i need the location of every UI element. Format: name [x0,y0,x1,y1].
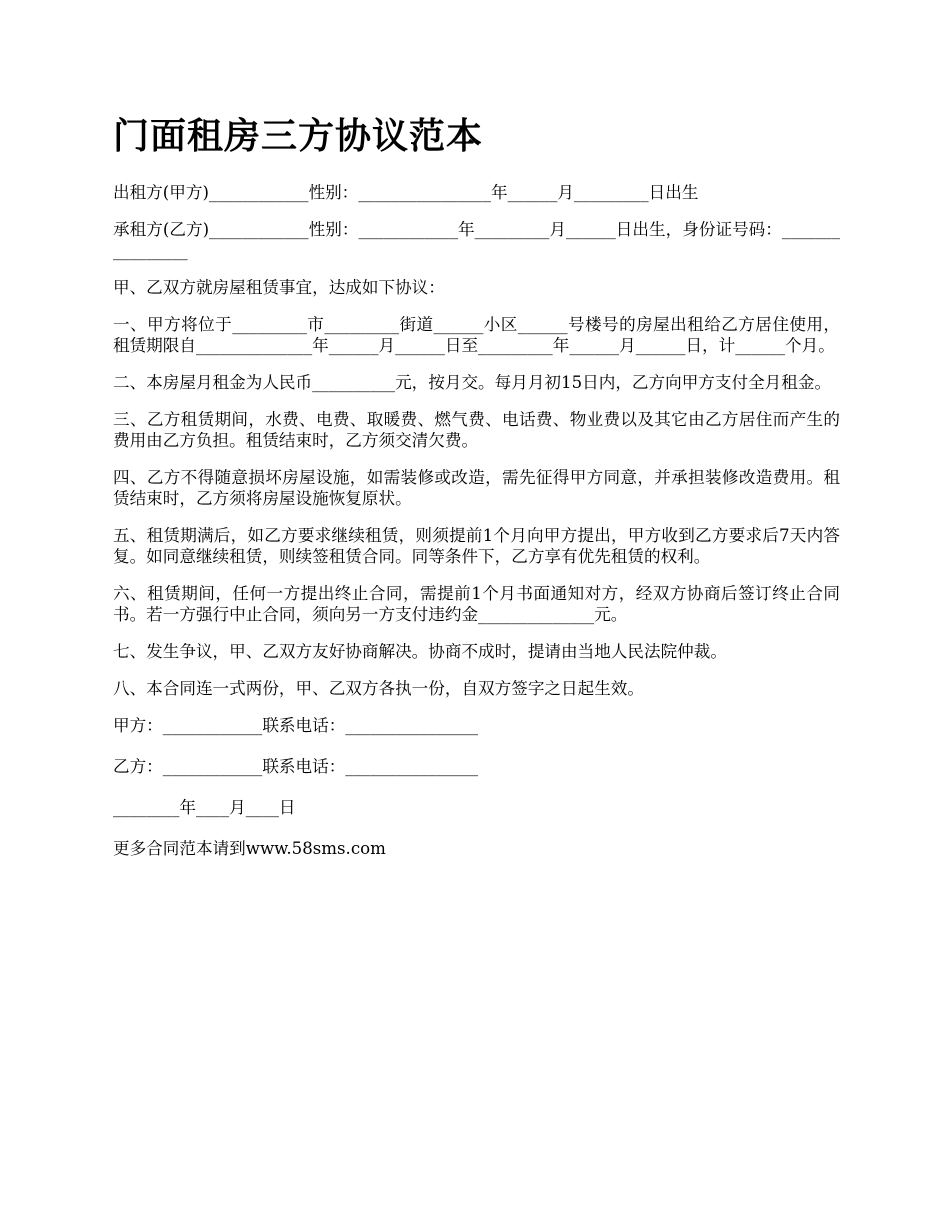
clause-3: 三、乙方租赁期间，水费、电费、取暖费、燃气费、电话费、物业费以及其它由乙方居住而产生的费用由乙方负担。租赁结束时，乙方须交清欠费。 [113,410,840,450]
footer-note: 更多合同范本请到www.58sms.com [113,839,386,858]
agreement-intro: 甲、乙双方就房屋租赁事宜，达成如下协议： [113,278,445,297]
party-b-info: 承租方(乙方)____________性别：____________年_________月______日出生，身份证号码：________________ [113,220,840,260]
clause-7: 七、发生争议，甲、乙双方友好协商解决。协商不成时，提请由当地人民法院仲裁。 [113,642,727,661]
party-a-info: 出租方(甲方)____________性别：________________年______月_________日出生 [113,183,699,202]
clause-5: 五、租赁期满后，如乙方要求继续租赁，则须提前1个月向甲方提出，甲方收到乙方要求后7天内答复。如同意继续租赁，则续签租赁合同。同等条件下，乙方享有优先租赁的权利。 [113,526,840,566]
contract-document [113,112,840,875]
party-a-signature-line: 甲方：____________联系电话：________________ [113,716,479,735]
signing-date-line: ________年____月____日 [113,798,296,817]
clause-2: 二、本房屋月租金为人民币__________元，按月交。每月月初15日内，乙方向甲方支付全月租金。 [113,373,832,392]
document-title: 门面租房三方协议范本 [113,115,484,157]
clause-8: 八、本合同连一式两份，甲、乙双方各执一份，自双方签字之日起生效。 [113,679,644,698]
party-b-signature-line: 乙方：____________联系电话：________________ [113,757,479,776]
clause-4: 四、乙方不得随意损坏房屋设施，如需装修或改造，需先征得甲方同意，并承担装修改造费用。租赁结束时，乙方须将房屋设施恢复原状。 [113,468,840,508]
clause-6: 六、租赁期间，任何一方提出终止合同，需提前1个月书面通知对方，经双方协商后签订终止合同书。若一方强行中止合同，须向另一方支付违约金______________元。 [113,584,840,624]
clause-1: 一、甲方将位于_________市_________街道______小区______号楼号的房屋出租给乙方居住使用，租赁期限自______________年______月______日至_________年______月______日，计______个月。 [113,315,840,355]
